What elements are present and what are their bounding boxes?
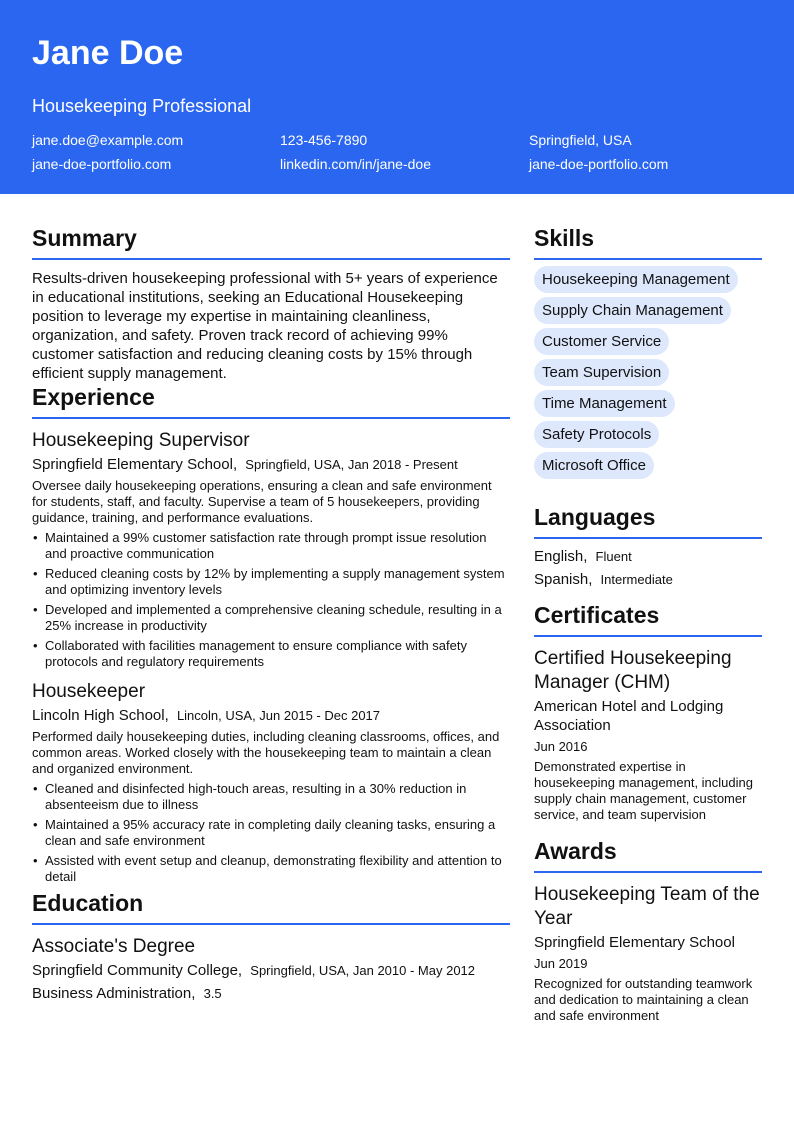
side-column	[534, 224, 762, 1024]
award-description: Recognized for outstanding teamwork and dedication to maintaining a clean and safe environment	[534, 976, 753, 1023]
phone-text: 123-456-7890	[280, 132, 368, 148]
bullet-item: • Maintained a 95% accuracy rate in completing daily cleaning tasks, ensuring a clean and safe environment	[32, 817, 510, 849]
resume-body	[0, 194, 794, 1024]
bullet-item: • Assisted with event setup and cleanup, demonstrating flexibility and attention to detail	[32, 853, 510, 885]
bullet-item: • Developed and implemented a comprehensive cleaning schedule, resulting in a 25% increase in productivity	[32, 602, 510, 634]
candidate-name: Jane Doe	[32, 34, 184, 72]
bullet-item: • Collaborated with facilities management to ensure compliance with safety protocols and regulatory requirements	[32, 638, 510, 670]
languages-list	[534, 547, 762, 589]
candidate-role: Housekeeping Professional	[32, 96, 252, 116]
language-level: Fluent	[595, 549, 632, 564]
job-title: Housekeeping Supervisor	[32, 430, 250, 451]
job-meta: Lincoln, USA, Jun 2015 - Dec 2017	[176, 708, 381, 723]
skill-chip: Time Management	[534, 390, 675, 417]
main-column	[32, 224, 510, 1024]
languages-heading: Languages	[534, 503, 762, 539]
language-item	[534, 547, 762, 566]
bullet-item: • Maintained a 99% customer satisfaction rate through prompt issue resolution and proactive communication	[32, 530, 510, 562]
job-description: Oversee daily housekeeping operations, ensuring a clean and safe environment for students, staff, and faculty. Supervise a team of 5 housekeepers, providing guidance, training, and performance evaluations.	[32, 478, 492, 525]
skill-chip: Team Supervision	[534, 359, 669, 386]
portfolio-link[interactable]: jane-doe-portfolio.com	[32, 156, 172, 172]
degree-title: Associate's Degree	[32, 936, 196, 957]
summary-text: Results-driven housekeeping professional with 5+ years of experience in educational institutions, seeking an Educational Housekeeping position to leverage my expertise in maintaining cleanliness, organization, and safety. Proven track record of achieving 99% customer satisfaction and reducing cleaning costs by 15% through efficient supply management.	[32, 270, 498, 382]
job-entry	[32, 429, 510, 670]
skills-list	[534, 266, 762, 483]
education-heading: Education	[32, 889, 510, 925]
certificate-date: Jun 2016	[534, 739, 588, 754]
job-bullets	[32, 781, 510, 885]
award-org: Springfield Elementary School	[534, 934, 735, 951]
job-description: Performed daily housekeeping duties, including cleaning classrooms, offices, and common areas. Worked closely with the housekeeping team to maintain a clean and organized environment.	[32, 729, 500, 776]
skill-chip: Housekeeping Management	[534, 266, 738, 293]
award-name: Housekeeping Team of the Year	[534, 884, 760, 929]
job-meta: Springfield, USA, Jan 2018 - Present	[245, 457, 458, 472]
education-field-line	[32, 984, 510, 1003]
bullet-item: • Reduced cleaning costs by 12% by implementing a supply management system and optimizing inventory levels	[32, 566, 510, 598]
certificate-name: Certified Housekeeping Manager (CHM)	[534, 648, 732, 693]
skill-chip: Safety Protocols	[534, 421, 659, 448]
job-org-line	[32, 706, 510, 725]
resume-header	[0, 0, 794, 194]
education-meta: Springfield, USA, Jan 2010 - May 2012	[250, 963, 476, 978]
experience-heading: Experience	[32, 383, 510, 419]
education-field: Business Administration,	[32, 985, 196, 1002]
language-item	[534, 570, 762, 589]
skill-chip: Customer Service	[534, 328, 669, 355]
education-org-line	[32, 961, 510, 980]
job-org: Springfield Elementary School,	[32, 456, 238, 473]
language-name: English,	[534, 548, 588, 565]
language-name: Spanish,	[534, 571, 593, 588]
job-bullets	[32, 530, 510, 670]
email-link[interactable]: jane.doe@example.com	[32, 132, 184, 148]
contact-grid	[32, 132, 762, 172]
education-org: Springfield Community College,	[32, 962, 243, 979]
skills-heading: Skills	[534, 224, 762, 260]
award-date: Jun 2019	[534, 956, 588, 971]
skill-chip: Microsoft Office	[534, 452, 654, 479]
skill-chip: Supply Chain Management	[534, 297, 731, 324]
bullet-item: • Cleaned and disinfected high-touch areas, resulting in a 30% reduction in absenteeism due to illness	[32, 781, 510, 813]
location-text: Springfield, USA	[529, 132, 632, 148]
awards-heading: Awards	[534, 837, 762, 873]
job-title: Housekeeper	[32, 681, 146, 702]
portfolio-link-2[interactable]: jane-doe-portfolio.com	[529, 156, 669, 172]
job-org: Lincoln High School,	[32, 707, 169, 724]
job-org-line	[32, 455, 510, 474]
linkedin-link[interactable]: linkedin.com/in/jane-doe	[280, 156, 431, 172]
certificate-org: American Hotel and Lodging Association	[534, 698, 724, 734]
summary-heading: Summary	[32, 224, 510, 260]
certificates-heading: Certificates	[534, 601, 762, 637]
language-level: Intermediate	[600, 572, 673, 587]
certificate-description: Demonstrated expertise in housekeeping management, including supply chain management, customer service, and team supervision	[534, 759, 753, 822]
education-gpa: 3.5	[203, 986, 222, 1001]
job-entry	[32, 680, 510, 885]
